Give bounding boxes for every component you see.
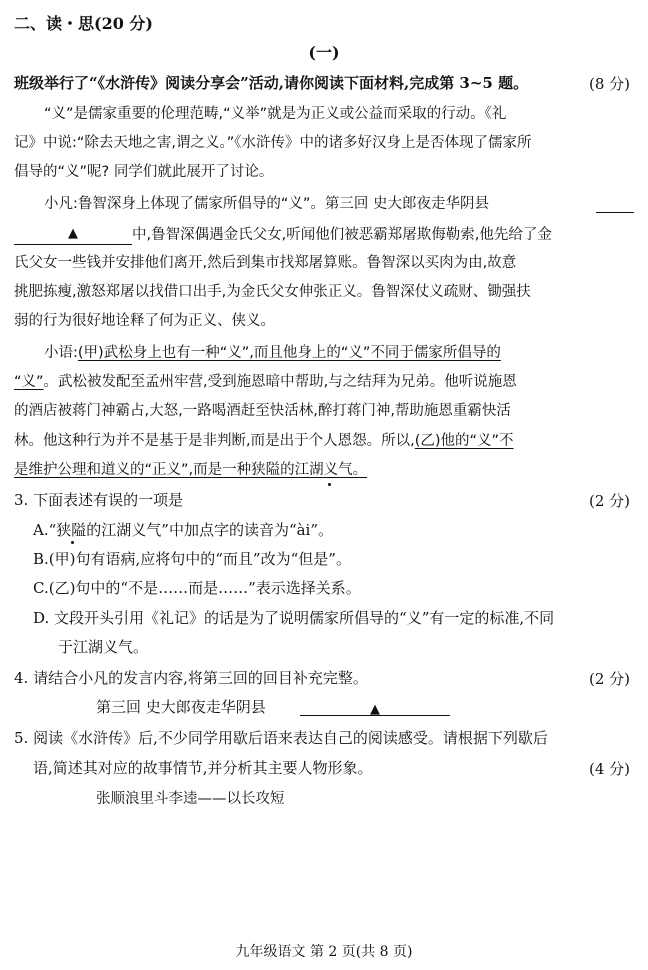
intro-text: 班级举行了“《水浒传》阅读分享会”活动,请你阅读下面材料,完成第 3~5 题。	[14, 74, 529, 92]
passage-p3-line2	[14, 372, 517, 392]
part-title: (一)	[308, 43, 340, 62]
passage-p3-line5: 是维护公理和道义的“正义”,而是一种狭隘的江湖义气。	[14, 462, 368, 478]
q4-stem: 4. 请结合小凡的发言内容,将第三回的回目补充完整。	[14, 669, 368, 687]
passage-text: 中,鲁智深偶遇金氏父女,听闻他们被恶霸郑屠欺侮勒索,他先给了金	[132, 227, 552, 243]
intro-score: (8 分)	[588, 75, 630, 93]
q4-answer-blank	[300, 698, 450, 716]
q5-score: (4 分)	[588, 760, 630, 778]
q5-stem-line2: 语,简述其对应的故事情节,并分析其主要人物形象。	[33, 759, 373, 777]
sentence-yi: (乙)他的“义”不	[414, 433, 514, 449]
q5-saying: 张顺浪里斗李逵——以长攻短	[96, 791, 285, 807]
answer-blank-marker: ▲	[370, 702, 380, 717]
page-footer: 九年级语文 第 2 页(共 8 页)	[235, 944, 413, 960]
passage-p3-line4	[14, 431, 514, 451]
q3-option-d-line1: D. 文段开头引用《礼记》的话是为了说明儒家所倡导的“义”有一定的标准,不同	[33, 609, 555, 627]
passage-text: 。武松被发配至孟州牢营,受到施恩暗中帮助,与之结拜为兄弟。他听说施恩	[43, 374, 517, 390]
q3-option-c: C.(乙)句中的“不是……而是……”表示选择关系。	[33, 579, 361, 597]
passage-p2-line2	[14, 223, 552, 245]
sentence-jia: (甲)武松身上也有一种“义”,而且他身上的“义”不同于儒家所倡导的	[77, 345, 501, 361]
emphasis-dot	[328, 483, 331, 486]
fill-blank-line	[596, 196, 634, 213]
passage-p2-line1: 小凡:鲁智深身上体现了儒家所倡导的“义”。第三回 史大郎夜走华阴县	[44, 196, 490, 212]
passage-p2-line3: 氏父女一些钱并安排他们离开,然后到集市找郑屠算账。鲁智深以买肉为由,故意	[14, 255, 517, 271]
q3-score: (2 分)	[588, 492, 630, 510]
passage-p2-line5: 弱的行为很好地诠释了何为正义、侠义。	[14, 313, 275, 329]
answer-blank-marker: ▲	[68, 226, 78, 241]
q3-option-b: B.(甲)句有语病,应将句中的“而且”改为“但是”。	[33, 550, 351, 568]
q5-stem-line1: 5. 阅读《水浒传》后,不少同学用歇后语来表达自己的阅读感受。请根据下列歇后	[14, 729, 548, 747]
speaker-label: 小语:	[44, 345, 78, 361]
q4-score: (2 分)	[588, 670, 630, 688]
passage-p1-line1: “义”是儒家重要的伦理范畴,“义举”就是为正义或公益而采取的行动。《礼	[44, 106, 507, 122]
q3-option-d-line2: 于江湖义气。	[58, 638, 149, 656]
emphasis-dot	[71, 541, 74, 544]
passage-p3-line3: 的酒店被蒋门神霸占,大怒,一路喝酒赶至快活林,醉打蒋门神,帮助施恩重霸快活	[14, 403, 511, 419]
passage-p1-line2: 记》中说:“除去天地之害,谓之义。”《水浒传》中的诸多好汉身上是否体现了儒家所	[14, 135, 532, 151]
passage-p2-line4: 挑肥拣瘦,激怒郑屠以找借口出手,为金氏父女伸张正义。鲁智深仗义疏财、锄强扶	[14, 284, 531, 300]
q4-chapter: 第三回 史大郎夜走华阴县	[96, 698, 266, 716]
sentence-jia-end: “义”	[14, 374, 44, 390]
passage-p1-line3: 倡导的“义”呢? 同学们就此展开了讨论。	[14, 164, 274, 180]
q3-stem: 3. 下面表述有误的一项是	[14, 491, 184, 509]
passage-text: 林。他这种行为并不是基于是非判断,而是出于个人恩怨。所以,	[14, 433, 415, 449]
q3-option-a: A.“狭隘的江湖义气”中加点字的读音为“ài”。	[33, 521, 334, 539]
fill-blank-line	[14, 223, 132, 245]
section-title: 二、读・思(20 分)	[14, 14, 153, 33]
passage-p3-line1	[44, 343, 501, 363]
